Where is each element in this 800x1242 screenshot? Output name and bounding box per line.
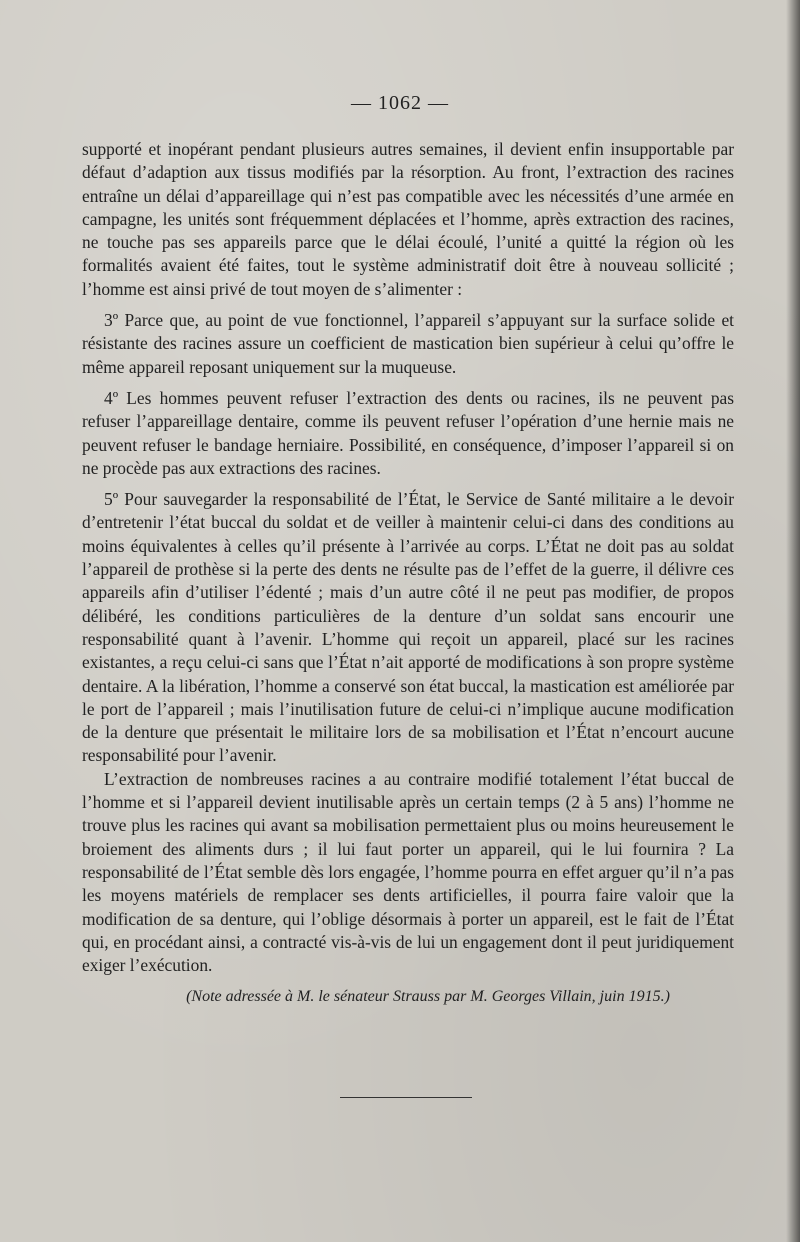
page-number: — 1062 — bbox=[351, 92, 449, 114]
paragraph-point-5: 5º Pour sauvegarder la responsabilité de l’État, le Service de Santé militaire a le devoir d’entretenir l’état buccal du soldat et de veiller à maintenir celui-ci dans des conditions au moins équivalentes à celles qu’il présente à l’arrivée au corps. L’État ne doit pas au soldat l’appareil de prothèse si la perte des dents ne résulte pas de l’effet de la guerre, il délivre ces appareils afin d’utiliser l’édenté ; mais d’un autre côté il ne peut pas modifier, de propos délibéré, les conditions particulières de la denture d’un soldat sans encourir une responsabilité quant à l’avenir. L’homme qui reçoit un appareil, placé sur les racines existantes, a reçu celui-ci sans que l’État n’ait apporté de modifications à son propre système dentaire. A la libération, l’homme a conservé son état buccal, la mastication est améliorée par le port de l’appareil ; mais l’inutilisation future de celui-ci n’implique aucune modification de la denture que présentait le militaire lors de sa mobilisation et l’État n’encourt aucune responsabilité pour l’avenir. bbox=[82, 489, 734, 766]
closing-note: (Note adressée à M. le sénateur Strauss par M. Georges Villain, juin 1915.) bbox=[186, 988, 670, 1006]
separator-rule bbox=[340, 1097, 472, 1098]
paragraph-continuation: supporté et inopérant pendant plusieurs autres semaines, il devient enfin insupportable par défaut d’adaption aux tissus modifiés par la résorption. Au front, l’extraction des racines entraîne un délai d’appareillage qui n’est pas compatible avec les nécessités d’une armée en campagne, les unités sont fréquemment déplacées et l’homme, après extraction des racines, ne touche pas ses appareils parce que le délai écoulé, l’unité a quitté la région où les formalités avaient été faites, tout le système administratif doit être à nouveau sollicité ; l’homme est ainsi privé de tout moyen de s’alimenter : bbox=[82, 139, 734, 299]
paragraph-point-4: 4º Les hommes peuvent refuser l’extraction des dents ou racines, ils ne peuvent pas refuser l’appareillage dentaire, comme ils peuvent refuser l’opération d’une hernie mais ne peuvent refuser le bandage herniaire. Possibilité, en conséquence, d’imposer l’appareil si on ne procède pas aux extractions des racines. bbox=[82, 387, 734, 478]
paragraph-point-3: 3º Parce que, au point de vue fonctionnel, l’appareil s’appuyant sur la surface solide et résistante des racines assure un coefficient de mastication bien supérieur à celui qu’offre le même appareil reposant uniquement sur la muqueuse. bbox=[82, 310, 734, 377]
body-text bbox=[82, 138, 734, 1009]
page-edge-shadow bbox=[786, 0, 800, 1242]
paragraph-extraction: L’extraction de nombreuses racines a au contraire modifié totalement l’état buccal de l’homme et si l’appareil devient inutilisable après un certain temps (2 à 5 ans) l’homme ne trouve plus les racines qui avant sa mobilisation permettaient plus ou moins heureusement le broiement des aliments durs ; il lui faut porter un appareil, qui le lui fournira ? La responsabilité de l’État semble dès lors engagée, l’homme pourra en effet arguer qu’il n’a pas les moyens matériels de remplacer ses dents artificielles, il pourra faire valoir que la modification de sa denture, qui l’oblige désormais à porter un appareil, est le fait de l’État qui, en procédant ainsi, a contracté vis-à-vis de lui un engagement dont il peut juridiquement exiger l’exécution. bbox=[82, 768, 734, 976]
